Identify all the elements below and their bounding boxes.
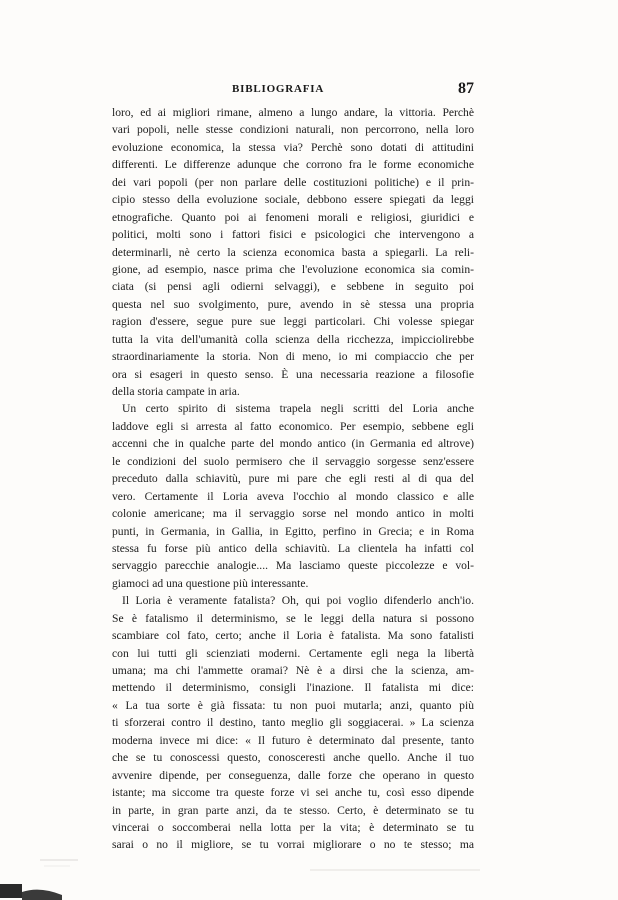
- paragraph: [112, 592, 474, 854]
- text-line: tutta la vita dell'umanità colla scienza della ricchezza, impicciolirebbe: [112, 332, 474, 346]
- text-line: mettendo il determinismo, consigli l'inazione. Il fatalista mi dice:: [112, 681, 474, 695]
- text-line: sarai o no il migliore, se tu vorrai migliorare o no te stesso; ma: [112, 838, 474, 852]
- text-line: con lui tutti gli scienziati moderni. Certamente egli nega la libertà: [112, 646, 474, 660]
- text-line: determinarli, nè certo la scienza economica basta a spiegarli. La reli-: [112, 245, 474, 259]
- text-line: giamoci ad una questione più interessante.: [112, 576, 309, 590]
- text-line: scambiare col fato, certo; anche il Loria è fatalista. Ma sono fatalisti: [112, 629, 474, 643]
- text-line: preceduto dalla schiavitù, pure mi pare che egli resti al di qua del: [112, 472, 474, 486]
- text-line: in parte, in gran parte anzi, da te stesso. Certo, è determinato se tu: [112, 803, 474, 817]
- text-line: colonie americane; ma il servaggio sorse nel mondo antico in molti: [112, 507, 474, 521]
- text-line: Un certo spirito di sistema trapela negli scritti del Loria anche: [122, 402, 474, 416]
- text-line: evoluzione economica, la stessa via? Perchè sono dotati di attitudini: [112, 140, 474, 154]
- scan-edge-mark: [0, 884, 22, 898]
- text-line: Se è fatalismo il determinismo, se le leggi della natura si possono: [112, 611, 474, 625]
- text-line: stessa fu forse più antico della schiavitù. La clientela ha infatti col: [112, 541, 474, 555]
- text-line: laddove egli si arresta al fatto economico. Per esempio, sebbene egli: [112, 419, 474, 433]
- text-line: istante; ma siccome tra queste forze vi sei anche tu, così esso dipende: [112, 786, 474, 800]
- text-line: ciata (si pensi agli odierni selvaggi), e sebbene in seguito poi: [112, 280, 474, 294]
- text-line: che se tu conoscessi questo, conosceresti anche quello. Anche il tuo: [112, 751, 474, 765]
- scan-edge-mark: [22, 890, 62, 900]
- text-line: ragion d'essere, segue pure sue leggi particolari. Chi volesse spiegar: [112, 315, 474, 329]
- text-line: ti sforzerai contro il destino, tanto meglio gli soggiacerai. » La scienza: [112, 716, 474, 730]
- text-line: differenti. Le differenze adunque che corrono fra le forme economiche: [112, 158, 474, 172]
- text-line: punti, in Germania, in Gallia, in Egitto, perfino in Grecia; e in Roma: [112, 524, 474, 538]
- text-line: vincerai o soccomberai nella lotta per la vita; è determinato se tu: [112, 820, 474, 834]
- paragraph: [112, 400, 474, 592]
- text-line: politici, molti sono i fattori fisici e psicologici che intervengono a: [112, 228, 474, 242]
- text-line: ora si esageri in questo senso. È una necessaria reazione a filosofie: [112, 367, 474, 381]
- text-line: moderna invece mi dice: « Il futuro è determinato dal presente, tanto: [112, 733, 474, 747]
- text-line: loro, ed ai migliori rimane, almeno a lungo andare, la vittoria. Perchè: [112, 106, 474, 119]
- text-line: cipio stesso della evoluzione sociale, debbono essere spiegati da leggi: [112, 193, 474, 207]
- text-line: avvenire dipende, per conseguenza, dalle forze che operano in questo: [112, 768, 474, 782]
- text-line: le condizioni del suolo permisero che il servaggio sorgesse senz'essere: [112, 454, 474, 468]
- text-line: accenni che in qualche parte del mondo antico (in Germania ed altrove): [112, 437, 474, 451]
- text-line: servaggio parecchie analogie.... Ma lasciamo queste piccolezze e vol-: [112, 559, 474, 573]
- text-line: gione, ad esempio, nasce prima che l'evoluzione economica sia comin-: [112, 262, 474, 276]
- text-line: vari popoli, nelle stesse condizioni naturali, non percorrono, nella loro: [112, 123, 474, 137]
- text-line: straordinariamente la storia. Non di meno, io mi compiaccio che per: [112, 350, 474, 364]
- text-line: questa nel suo svolgimento, pure, avendo in sè stessa una propria: [112, 297, 474, 311]
- text-line: « La tua sorte è già fissata: tu non puoi mutarla; anzi, quanto più: [112, 698, 474, 712]
- paragraph: [112, 104, 474, 400]
- text-line: umana; ma chi l'ammette oramai? Nè è a dirsi che la scienza, am-: [112, 664, 474, 677]
- page-header: [112, 80, 474, 100]
- text-line: della storia campate in aria.: [112, 385, 240, 398]
- text-line: dei vari popoli (per non parlare delle costituzioni politiche) e il prin-: [112, 175, 474, 189]
- text-line: Il Loria è veramente fatalista? Oh, qui poi voglio difenderlo anch'io.: [122, 594, 474, 608]
- text-line: etnografiche. Quanto poi ai fenomeni morali e religiosi, giuridici e: [112, 210, 474, 224]
- text-line: vero. Certamente il Loria aveva l'occhio al mondo classico e alle: [112, 489, 474, 503]
- page-number: 87: [458, 80, 474, 97]
- running-title: BIBLIOGRAFIA: [232, 83, 325, 95]
- body-text: [112, 104, 474, 854]
